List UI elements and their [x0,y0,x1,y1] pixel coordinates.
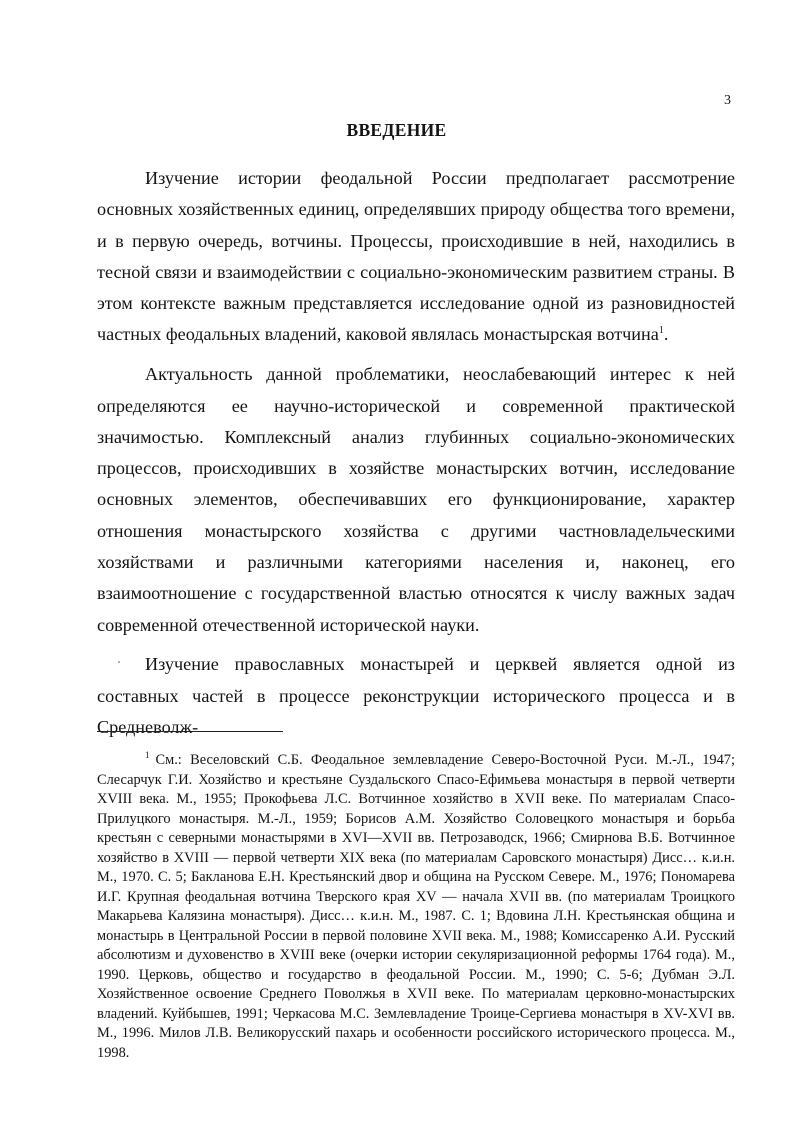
paragraph-1 [97,163,735,351]
footnote [97,751,735,1063]
paragraph-2: Актуальность данной проблематики, неослабевающий интерес к ней определяются ее научно-исторической и современной практической значимостью. Комплексный анализ глубинных социально-экономических процессов, происходивших в хозяйстве монастырских вотчин, исследование основных элементов, обеспечивавших его функционирование, характер отношения монастырского хозяйства с другими частновладельческими хозяйствами и различными категориями населения и, наконец, его взаимоотношение с государственной властью относятся к числу важных задач современной отечественной исторической науки. [97,364,735,635]
paragraph-1-tail: . [663,324,669,345]
body-text [97,163,735,743]
footnote-divider [97,731,283,732]
footnote-text: См.: Веселовский С.Б. Феодальное землевладение Северо-Восточной Руси. М.-Л., 1947; Слесарчук Г.И. Хозяйство и крестьяне Суздальского Спасо-Ефимьева монастыря в первой четверти XVIII века. М., 1955; Прокофьева Л.С. Вотчинное хозяйство в XVII веке. По материалам Спасо-Прилуцкого монастыря. М.-Л., 1959; Борисов А.М. Хозяйство Соловецкого монастыря и борьба крестьян с северными монастырями в XVI—XVII вв. Петрозаводск, 1966; Смирнова В.Б. Вотчинное хозяйство в XVIII — первой четверти XIX века (по материалам Саровского монастыря) Дисс… к.и.н. М., 1970. С. 5; Бакланова Е.Н. Крестьянский двор и община на Русском Севере. М., 1976; Пономарева И.Г. Крупная феодальная вотчина Тверского края XV — начала XVII вв. (по материалам Троицкого Макарьева Калязина монастыря). Дисс… к.и.н. М., 1987. С. 1; Вдовина Л.Н. Крестьянская община и монастырь в Центральной России в первой половине XVII века. М., 1988; Комиссаренко А.И. Русский абсолютизм и духовенство в XVIII веке (очерки истории секуляризационной реформы 1764 года). М., 1990. Церковь, общество и государство в феодальной России. М., 1990; С. 5-6; Дубман Э.Л. Хозяйственное освоение Среднего Поволжья в XVII веке. По материалам церковно-монастырских владений. Куйбышев, 1991; Черкасова М.С. Землевладение Троице-Сергиева монастыря в XV-XVI вв. М., 1996. Милов Л.В. Великорусский пахарь и особенности российского исторического процесса. М., 1998. [97,752,735,1061]
footnote-mark: 1 [145,750,150,761]
paragraph-1-text: Изучение истории феодальной России предполагает рассмотрение основных хозяйственных единиц, определявших природу общества того времени, и в первую очередь, вотчины. Процессы, происходившие в ней, находились в тесной связи и взаимодействии с социально-экономическим развитием страны. В этом контексте важным представляется исследование одной из разновидностей частных феодальных владений, каковой являлась монастырская вотчина [97,168,735,345]
page-title: ВВЕДЕНИЕ [346,120,447,140]
paragraph-3: Изучение православных монастырей и церквей является одной из составных частей в процессе реконструкции исторического процесса и в Средневолж- [97,654,735,738]
footnote-reference[interactable]: 1 [658,325,664,337]
page-number: 3 [724,93,731,108]
scan-speck [118,661,120,663]
